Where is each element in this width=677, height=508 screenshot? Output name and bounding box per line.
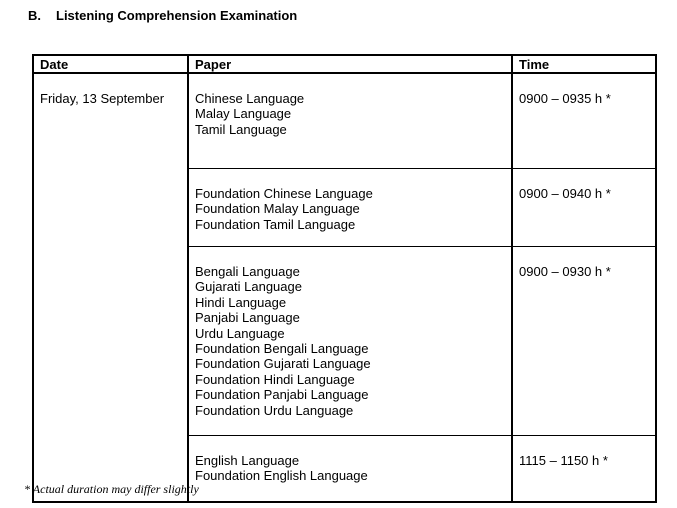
paper-item: Foundation Chinese Language xyxy=(195,186,373,201)
date-cell: Friday, 13 September xyxy=(33,73,188,502)
section-number: B. xyxy=(28,8,41,23)
header-time: Time xyxy=(512,55,656,73)
paper-item: English Language xyxy=(195,453,300,468)
paper-item: Bengali Language xyxy=(195,264,300,279)
paper-item: Tamil Language xyxy=(195,121,287,137)
paper-item: Foundation Bengali Language xyxy=(195,341,369,357)
time-cell: 0900 – 0935 h * xyxy=(512,73,656,169)
paper-cell xyxy=(188,436,512,503)
footnote: * Actual duration may differ slightly xyxy=(24,482,199,496)
paper-item: Urdu Language xyxy=(195,325,285,341)
paper-item: Gujarati Language xyxy=(195,279,302,295)
paper-cell xyxy=(188,169,512,247)
table-row xyxy=(33,73,656,169)
header-paper: Paper xyxy=(188,55,512,73)
paper-item: Foundation Panjabi Language xyxy=(195,387,369,403)
paper-item: Foundation English Language xyxy=(195,468,368,484)
paper-item: Panjabi Language xyxy=(195,310,300,326)
paper-item: Foundation Tamil Language xyxy=(195,216,356,232)
table-header-row xyxy=(33,55,656,73)
paper-item: Foundation Urdu Language xyxy=(195,402,354,418)
paper-item: Chinese Language xyxy=(195,91,305,106)
paper-item: Foundation Malay Language xyxy=(195,201,360,217)
paper-item: Foundation Hindi Language xyxy=(195,371,355,387)
time-cell: 0900 – 0930 h * xyxy=(512,247,656,436)
paper-item: Malay Language xyxy=(195,106,292,122)
exam-schedule-table xyxy=(32,54,657,503)
paper-item: Foundation Gujarati Language xyxy=(195,356,371,372)
paper-cell xyxy=(188,247,512,436)
paper-item: Hindi Language xyxy=(195,294,287,310)
section-heading xyxy=(28,8,297,23)
time-cell: 0900 – 0940 h * xyxy=(512,169,656,247)
header-date: Date xyxy=(33,55,188,73)
time-cell: 1115 – 1150 h * xyxy=(512,436,656,503)
section-title: Listening Comprehension Examination xyxy=(56,8,298,23)
paper-cell xyxy=(188,73,512,169)
